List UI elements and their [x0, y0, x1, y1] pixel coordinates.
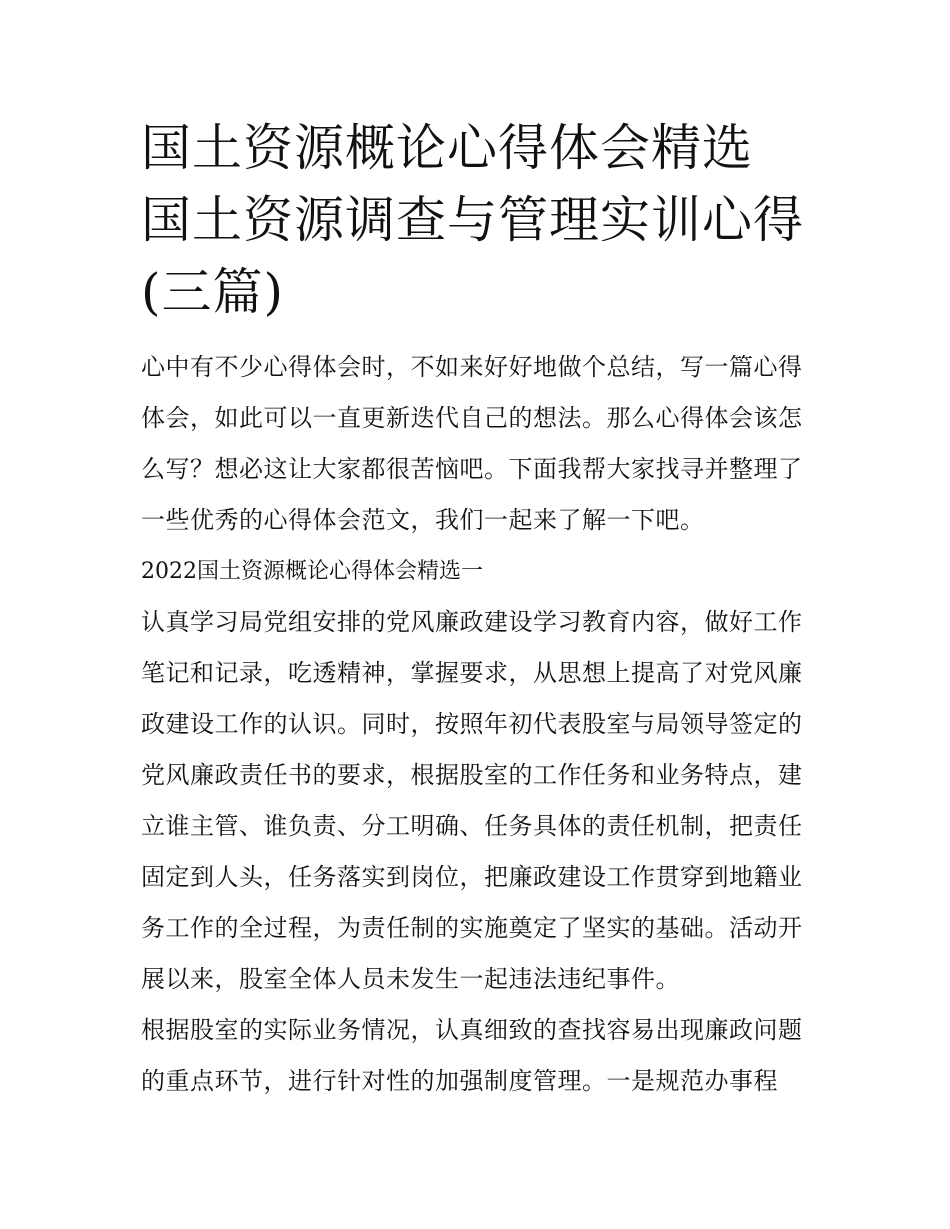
intro-paragraph: 心中有不少心得体会时，不如来好好地做个总结，写一篇心得体会，如此可以一直更新迭代自己的想法。那么心得体会该怎么写？想必这让大家都很苦恼吧。下面我帮大家找寻并整理了一些优秀的心得体会范文，我们一起来了解一下吧。 — [141, 353, 803, 534]
document-title: 国土资源概论心得体会精选 国土资源调查与管理实训心得(三篇) — [141, 119, 804, 321]
body-paragraph-1: 认真学习局党组安排的党风廉政建设学习教育内容，做好工作笔记和记录，吃透精神，掌握要求，从思想上提高了对党风廉政建设工作的认识。同时，按照年初代表股室与局领导签定的党风廉政责任书的要求，根据股室的工作任务和业务特点，建立谁主管、谁负责、分工明确、任务具体的责任机制，把责任固定到人头，任务落实到岗位，把廉政建设工作贯穿到地籍业务工作的全过程，为责任制的实施奠定了坚实的基础。活动开展以来，股室全体人员未发生一起违法违纪事件。 — [141, 608, 803, 993]
section-heading: 2022国土资源概论心得体会精选一 — [141, 559, 483, 584]
document-page — [141, 112, 813, 1107]
body-paragraph-2: 根据股室的实际业务情况，认真细致的查找容易出现廉政问题的重点环节，进行针对性的加强制度管理。一是规范办事程 — [141, 1016, 803, 1095]
